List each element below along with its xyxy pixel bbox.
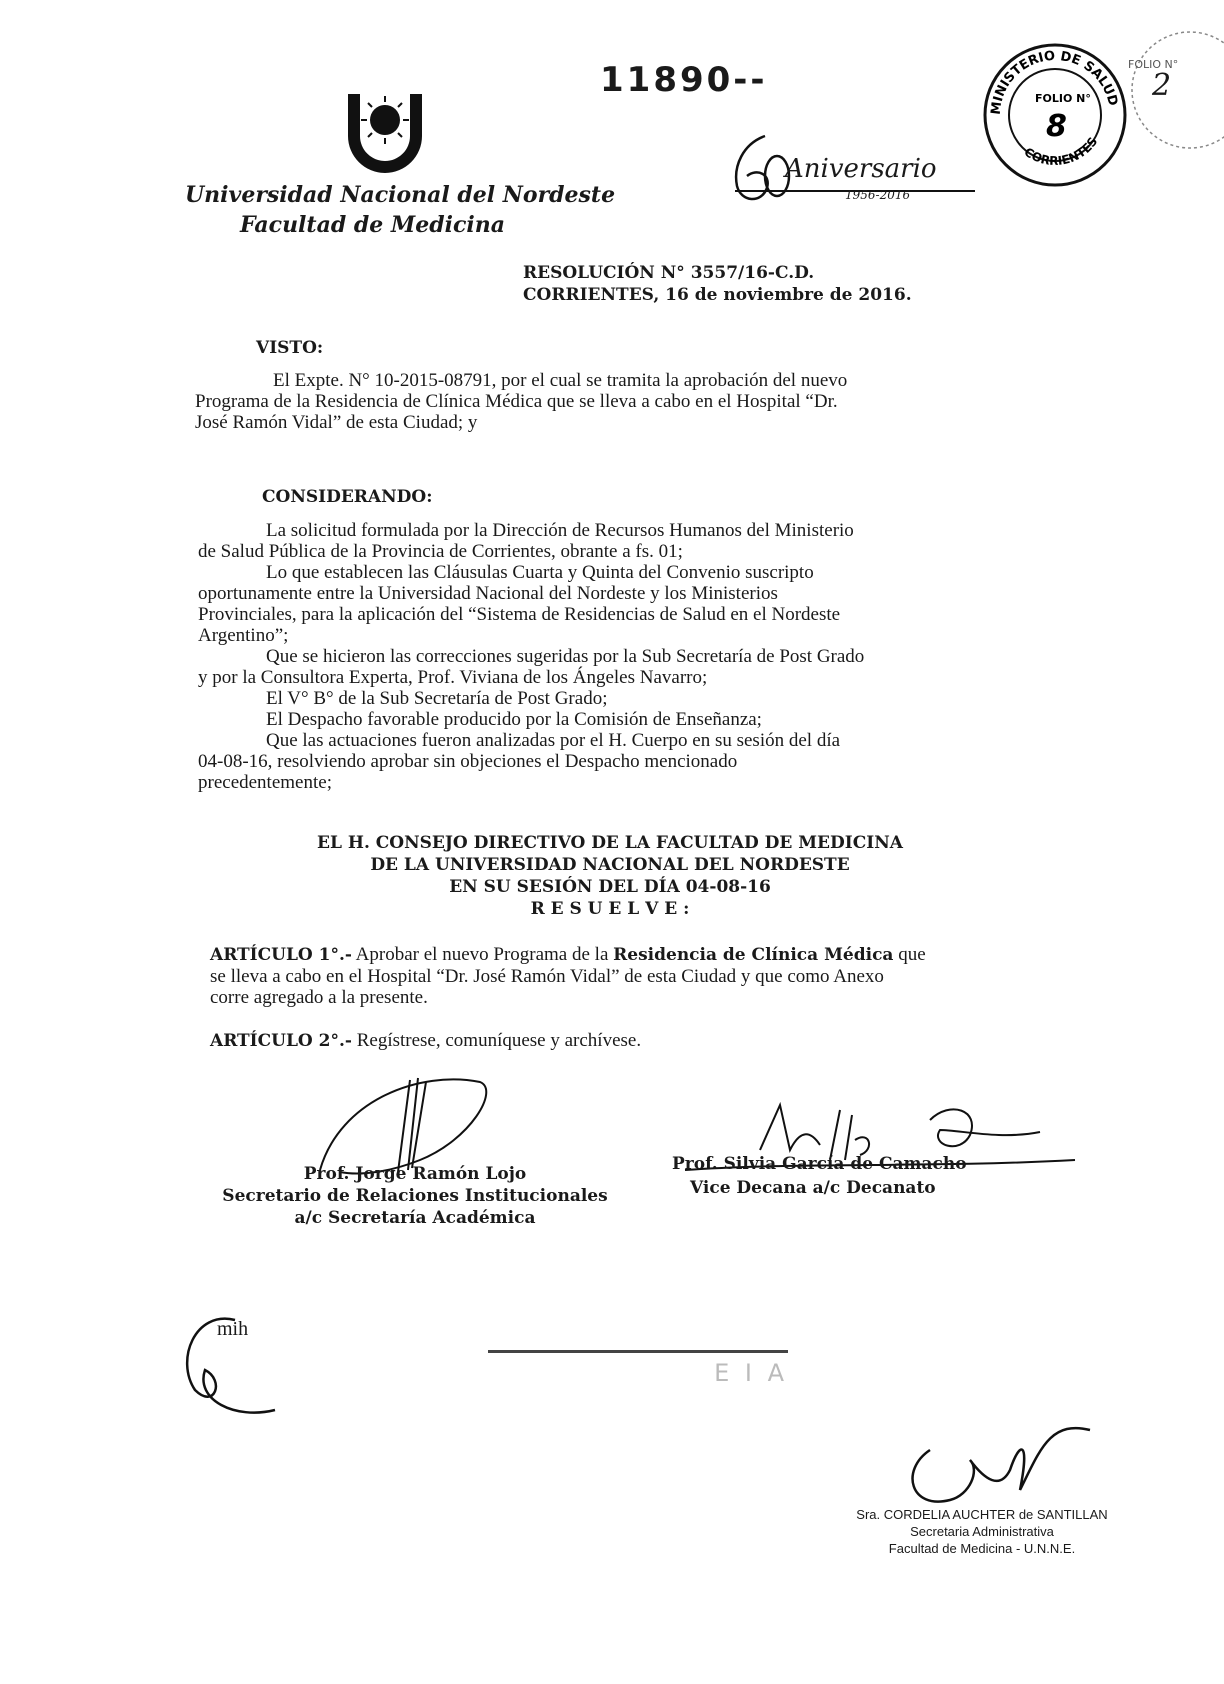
article-1-line: corre agregado a la presente.	[210, 987, 428, 1008]
considerando-line: 04-08-16, resolviendo aprobar sin objeciones el Despacho mencionado	[198, 751, 738, 772]
visto-line: El Expte. N° 10-2015-08791, por el cual se tramita la aprobación del nuevo	[273, 370, 848, 391]
university-logo	[340, 88, 430, 178]
initials-mark	[165, 1300, 305, 1430]
considerando-line: oportunamente entre la Universidad Nacional del Nordeste y los Ministerios	[198, 583, 778, 604]
article-2-label: ARTÍCULO 2°.-	[210, 1031, 352, 1051]
right-signatory-title: Vice Decana a/c Decanato	[690, 1178, 936, 1198]
considerando-line: Provinciales, para la aplicación del “Sistema de Residencias de Salud en el Nordeste	[198, 604, 841, 625]
considerando-line: y por la Consultora Experta, Prof. Viviana de los Ángeles Navarro;	[198, 667, 708, 688]
faded-stamp: E I A	[488, 1350, 788, 1411]
folio-stamp-label: FOLIO N°	[1128, 58, 1179, 71]
folio-stamp-value: 2	[1152, 68, 1172, 103]
left-signatory	[215, 1163, 615, 1229]
council-line: EL H. CONSEJO DIRECTIVO DE LA FACULTAD DE MEDICINA	[317, 833, 903, 853]
considerando-line: precedentemente;	[198, 772, 332, 793]
article-1-text: Aprobar el nuevo Programa de la	[355, 944, 609, 965]
considerando-line: El Despacho favorable producido por la Comisión de Enseñanza;	[266, 709, 762, 730]
article-2-text: Regístrese, comuníquese y archívese.	[356, 1030, 642, 1051]
stamp-folio-label: FOLIO N°	[1035, 92, 1091, 105]
university-name: Universidad Nacional del Nordeste	[185, 182, 616, 208]
considerando-line: Que se hicieron las correcciones sugeridas por la Sub Secretaría de Post Grado	[266, 646, 865, 667]
left-signatory-subtitle: a/c Secretaría Académica	[294, 1208, 536, 1228]
visto-line: Programa de la Residencia de Clínica Médica que se lleva a cabo en el Hospital “Dr.	[195, 391, 838, 412]
council-block	[280, 832, 940, 920]
visto-line: José Ramón Vidal” de esta Ciudad; y	[195, 412, 478, 433]
admin-signatory	[832, 1506, 1132, 1557]
admin-faculty: Facultad de Medicina - U.N.N.E.	[888, 1541, 1076, 1556]
resolution-date: CORRIENTES, 16 de noviembre de 2016.	[523, 285, 912, 305]
article-2	[210, 1030, 641, 1052]
anniversary-mark	[725, 130, 980, 210]
left-signatory-name: Prof. Jorge Ramón Lojo	[303, 1164, 527, 1184]
sun-u-logo-icon	[340, 88, 430, 178]
council-line: EN SU SESIÓN DEL DÍA 04-08-16	[449, 877, 771, 897]
considerando-line: Lo que establecen las Cláusulas Cuarta y Quinta del Convenio suscripto	[266, 562, 814, 583]
right-signatory	[672, 1152, 992, 1200]
stamp-folio-value: 8	[1046, 109, 1067, 144]
right-signatory-name: Prof. Silvia García de Camacho	[672, 1154, 967, 1174]
stamp-bottom-text: CORRIENTES	[1021, 134, 1101, 169]
article-1-line	[210, 944, 1030, 966]
resuelve: R E S U E L V E :	[530, 899, 690, 919]
admin-signature	[890, 1410, 1110, 1520]
visto-body	[195, 370, 1015, 433]
anniversary-years: 1956-2016	[845, 188, 911, 202]
folio-stamp	[1110, 30, 1224, 150]
left-signatory-title: Secretario de Relaciones Institucionales	[222, 1186, 608, 1206]
stamp-ring-text: MINISTERIO DE SALUD	[988, 48, 1121, 116]
article-1-label: ARTÍCULO 1°.-	[210, 945, 352, 965]
initials-text: mih	[217, 1318, 249, 1340]
considerando-line: Que las actuaciones fueron analizadas por el H. Cuerpo en su sesión del día	[266, 730, 841, 751]
anniversary-label: Aniversario	[785, 154, 937, 184]
article-1	[210, 944, 1030, 1008]
admin-name: Sra. CORDELIA AUCHTER de SANTILLAN	[856, 1507, 1108, 1522]
considerando-heading: CONSIDERANDO:	[262, 487, 433, 507]
visto-heading: VISTO:	[256, 338, 324, 358]
handwritten-number: 11890--	[600, 60, 768, 100]
admin-title: Secretaria Administrativa	[910, 1524, 1054, 1539]
article-1-bold: Residencia de Clínica Médica	[613, 945, 894, 965]
considerando-line: La solicitud formulada por la Dirección de Recursos Humanos del Ministerio	[266, 520, 854, 541]
considerando-line: El V° B° de la Sub Secretaría de Post Grado;	[266, 688, 608, 709]
considerando-line: de Salud Pública de la Provincia de Corrientes, obrante a fs. 01;	[198, 541, 683, 562]
ministry-stamp	[980, 40, 1130, 190]
article-1-tail: que	[898, 944, 926, 965]
faculty-name: Facultad de Medicina	[240, 212, 506, 238]
article-1-line: se lleva a cabo en el Hospital “Dr. José Ramón Vidal” de esta Ciudad y que como Anexo	[210, 966, 884, 987]
council-line: DE LA UNIVERSIDAD NACIONAL DEL NORDESTE	[370, 855, 850, 875]
considerando-body	[198, 520, 1018, 793]
considerando-line: Argentino”;	[198, 625, 289, 646]
resolution-number: RESOLUCIÓN N° 3557/16-C.D.	[523, 263, 815, 283]
